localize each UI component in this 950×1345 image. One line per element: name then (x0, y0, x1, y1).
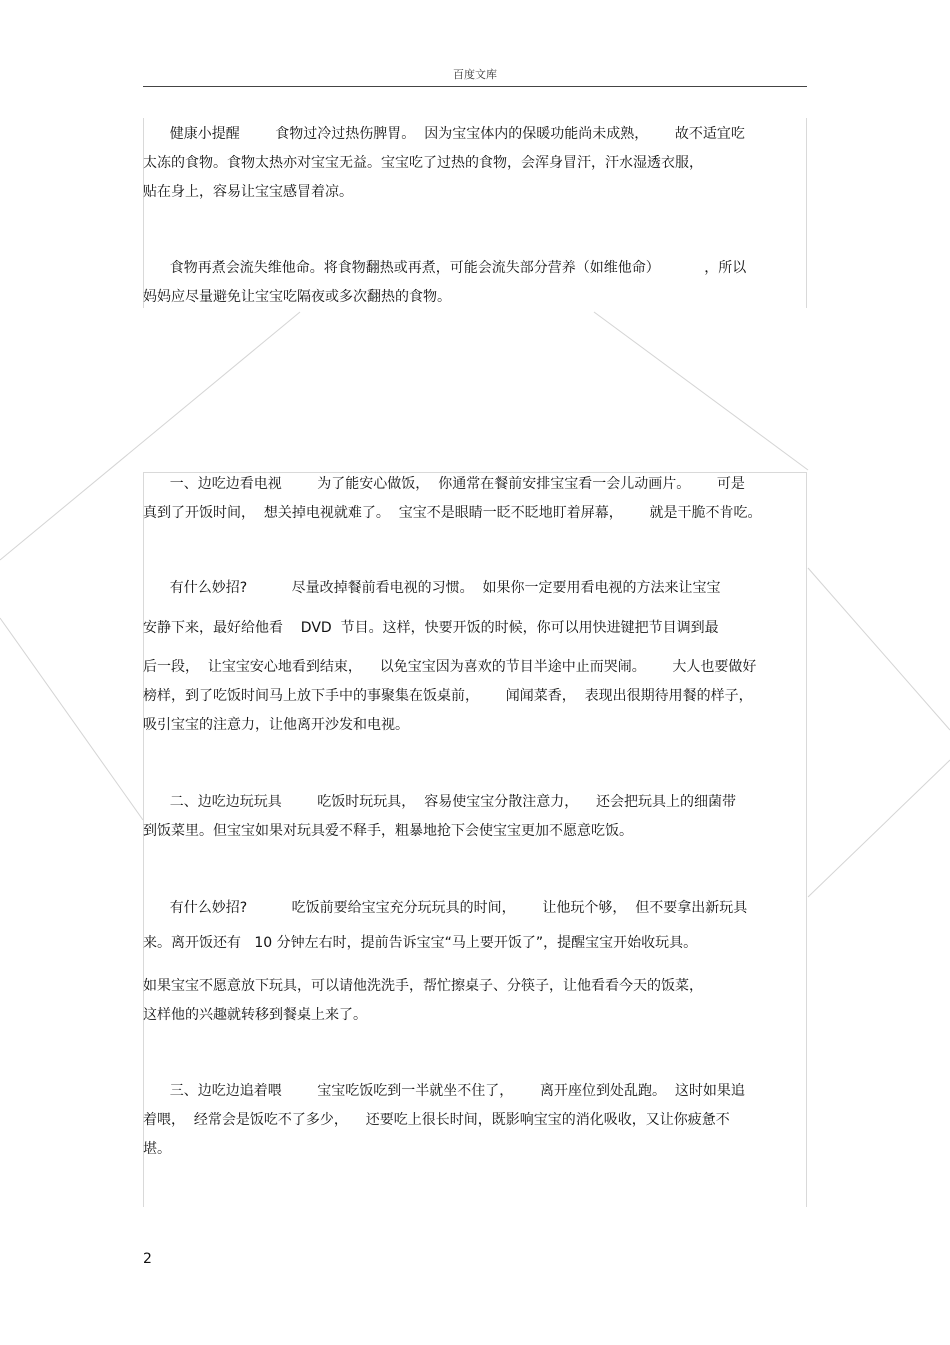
body-text-line: 贴在身上，容易让宝宝感冒着凉。 (143, 184, 353, 200)
body-text-line: 真到了开饭时间， 想关掉电视就难了。 宝宝不是眼睛一眨不眨地盯着屏幕， 就是干脆不肯吃。 (143, 505, 762, 521)
body-text-line: 到饭菜里。但宝宝如果对玩具爱不释手，粗暴地抢下会使宝宝更加不愿意吃饭。 (143, 823, 633, 839)
body-text-line: 如果宝宝不愿意放下玩具，可以请他洗洗手，帮忙擦桌子、分筷子，让他看看今天的饭菜， (143, 978, 703, 994)
body-text-line: 安静下来，最好给他看 DVD 节目。这样，快要开饭的时候，你可以用快进键把节目调到最 (143, 620, 719, 636)
body-text-line: 食物再煮会流失维他命。将食物翻热或再煮，可能会流失部分营养（如维他命） ，所以 (143, 260, 747, 276)
body-text-line: 一、边吃边看电视 为了能安心做饭， 你通常在餐前安排宝宝看一会儿动画片。 可是 (143, 476, 745, 492)
body-text-line: 有什么妙招? 尽量改掉餐前看电视的习惯。 如果你一定要用看电视的方法来让宝宝 (143, 580, 721, 596)
body-text-line: 堪。 (143, 1141, 171, 1157)
body-text-line: 有什么妙招? 吃饭前要给宝宝充分玩玩具的时间， 让他玩个够， 但不要拿出新玩具 (143, 900, 748, 916)
body-text-line: 榜样，到了吃饭时间马上放下手中的事聚集在饭桌前， 闻闻菜香， 表现出很期待用餐的样子， (143, 688, 753, 704)
header-title: 百度文库 (453, 68, 497, 81)
body-text-line: 太冻的食物。食物太热亦对宝宝无益。宝宝吃了过热的食物，会浑身冒汗，汗水湿透衣服， (143, 155, 703, 171)
body-text-line: 健康小提醒 食物过冷过热伤脾胃。 因为宝宝体内的保暖功能尚未成熟， 故不适宜吃 (143, 126, 745, 142)
body-text-line: 妈妈应尽量避免让宝宝吃隔夜或多次翻热的食物。 (143, 289, 451, 305)
body-text-line: 吸引宝宝的注意力，让他离开沙发和电视。 (143, 717, 409, 733)
page-number: 2 (143, 1251, 152, 1267)
body-text-line: 三、边吃边追着喂 宝宝吃饭吃到一半就坐不住了， 离开座位到处乱跑。 这时如果追 (143, 1083, 745, 1099)
body-text-line: 着喂， 经常会是饭吃不了多少， 还要吃上很长时间，既影响宝宝的消化吸收，又让你疲惫不 (143, 1112, 730, 1128)
body-text-line: 来。离开饭还有 10 分钟左右时，提前告诉宝宝“马上要开饭了”，提醒宝宝开始收玩具。 (143, 935, 698, 951)
body-text-line: 这样他的兴趣就转移到餐桌上来了。 (143, 1007, 367, 1023)
body-text-line: 二、边吃边玩玩具 吃饭时玩玩具， 容易使宝宝分散注意力， 还会把玩具上的细菌带 (143, 794, 737, 810)
body-text-line: 后一段， 让宝宝安心地看到结束， 以免宝宝因为喜欢的节目半途中止而哭闹。 大人也要做好 (143, 659, 757, 675)
